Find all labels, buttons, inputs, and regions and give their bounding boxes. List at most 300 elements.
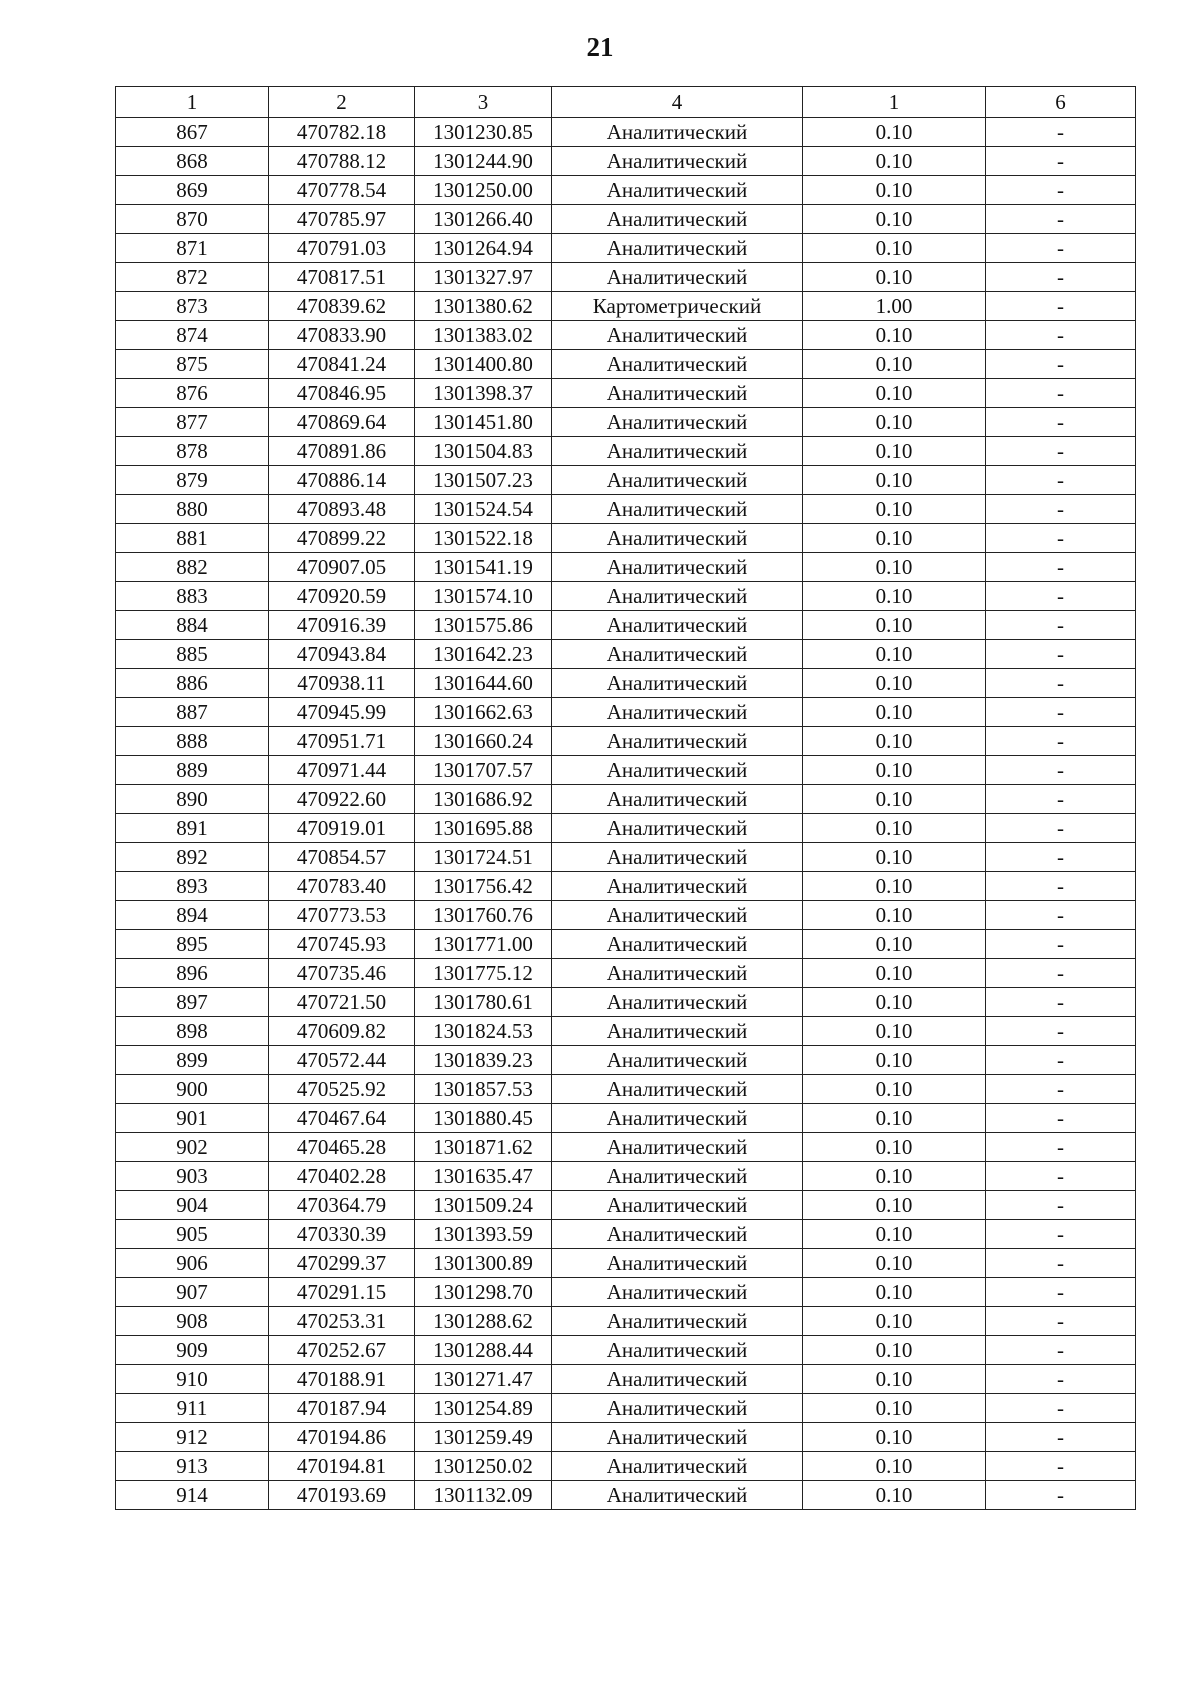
cell-method: Аналитический [552, 727, 803, 756]
cell-y-coordinate: 1301298.70 [415, 1278, 552, 1307]
cell-point-number: 884 [116, 611, 269, 640]
cell-point-number: 901 [116, 1104, 269, 1133]
cell-note: - [986, 495, 1136, 524]
cell-y-coordinate: 1301541.19 [415, 553, 552, 582]
cell-y-coordinate: 1301250.00 [415, 176, 552, 205]
cell-method: Аналитический [552, 843, 803, 872]
table-row [116, 1133, 1136, 1162]
cell-accuracy: 0.10 [803, 1075, 986, 1104]
cell-y-coordinate: 1301393.59 [415, 1220, 552, 1249]
cell-point-number: 871 [116, 234, 269, 263]
table-row [116, 988, 1136, 1017]
cell-point-number: 913 [116, 1452, 269, 1481]
cell-x-coordinate: 470193.69 [269, 1481, 415, 1510]
cell-note: - [986, 292, 1136, 321]
table-row [116, 1104, 1136, 1133]
cell-x-coordinate: 470893.48 [269, 495, 415, 524]
cell-x-coordinate: 470782.18 [269, 118, 415, 147]
cell-accuracy: 0.10 [803, 1336, 986, 1365]
cell-y-coordinate: 1301451.80 [415, 408, 552, 437]
table-row [116, 147, 1136, 176]
cell-accuracy: 0.10 [803, 727, 986, 756]
cell-x-coordinate: 470253.31 [269, 1307, 415, 1336]
cell-accuracy: 0.10 [803, 1249, 986, 1278]
cell-method: Аналитический [552, 1278, 803, 1307]
cell-method: Аналитический [552, 176, 803, 205]
cell-accuracy: 0.10 [803, 1452, 986, 1481]
cell-accuracy: 0.10 [803, 872, 986, 901]
cell-x-coordinate: 470943.84 [269, 640, 415, 669]
cell-note: - [986, 930, 1136, 959]
cell-note: - [986, 176, 1136, 205]
cell-x-coordinate: 470187.94 [269, 1394, 415, 1423]
cell-point-number: 891 [116, 814, 269, 843]
cell-y-coordinate: 1301724.51 [415, 843, 552, 872]
table-row [116, 1191, 1136, 1220]
cell-y-coordinate: 1301507.23 [415, 466, 552, 495]
coordinates-table [115, 86, 1136, 1510]
cell-note: - [986, 698, 1136, 727]
cell-accuracy: 0.10 [803, 1307, 986, 1336]
cell-method: Аналитический [552, 1191, 803, 1220]
cell-accuracy: 0.10 [803, 1162, 986, 1191]
cell-accuracy: 0.10 [803, 350, 986, 379]
cell-note: - [986, 959, 1136, 988]
cell-accuracy: 0.10 [803, 1104, 986, 1133]
cell-point-number: 885 [116, 640, 269, 669]
cell-point-number: 878 [116, 437, 269, 466]
cell-x-coordinate: 470854.57 [269, 843, 415, 872]
table-row [116, 1162, 1136, 1191]
cell-note: - [986, 234, 1136, 263]
cell-accuracy: 0.10 [803, 1394, 986, 1423]
cell-method: Аналитический [552, 698, 803, 727]
cell-x-coordinate: 470194.81 [269, 1452, 415, 1481]
cell-y-coordinate: 1301839.23 [415, 1046, 552, 1075]
cell-accuracy: 0.10 [803, 988, 986, 1017]
cell-point-number: 895 [116, 930, 269, 959]
cell-point-number: 868 [116, 147, 269, 176]
cell-point-number: 887 [116, 698, 269, 727]
cell-x-coordinate: 470791.03 [269, 234, 415, 263]
cell-point-number: 886 [116, 669, 269, 698]
cell-point-number: 873 [116, 292, 269, 321]
cell-point-number: 898 [116, 1017, 269, 1046]
cell-accuracy: 0.10 [803, 843, 986, 872]
cell-point-number: 914 [116, 1481, 269, 1510]
table-row [116, 843, 1136, 872]
cell-x-coordinate: 470745.93 [269, 930, 415, 959]
cell-note: - [986, 872, 1136, 901]
cell-note: - [986, 669, 1136, 698]
cell-accuracy: 0.10 [803, 582, 986, 611]
cell-method: Аналитический [552, 524, 803, 553]
table-row [116, 1336, 1136, 1365]
cell-x-coordinate: 470525.92 [269, 1075, 415, 1104]
cell-y-coordinate: 1301871.62 [415, 1133, 552, 1162]
cell-y-coordinate: 1301383.02 [415, 321, 552, 350]
cell-method: Аналитический [552, 1104, 803, 1133]
table-row [116, 1249, 1136, 1278]
cell-y-coordinate: 1301644.60 [415, 669, 552, 698]
cell-y-coordinate: 1301880.45 [415, 1104, 552, 1133]
header-row [116, 87, 1136, 118]
table-row [116, 785, 1136, 814]
cell-method: Аналитический [552, 495, 803, 524]
cell-accuracy: 1.00 [803, 292, 986, 321]
cell-x-coordinate: 470330.39 [269, 1220, 415, 1249]
cell-accuracy: 0.10 [803, 959, 986, 988]
cell-x-coordinate: 470785.97 [269, 205, 415, 234]
cell-note: - [986, 147, 1136, 176]
cell-x-coordinate: 470938.11 [269, 669, 415, 698]
cell-method: Аналитический [552, 1075, 803, 1104]
cell-x-coordinate: 470817.51 [269, 263, 415, 292]
cell-point-number: 899 [116, 1046, 269, 1075]
cell-note: - [986, 379, 1136, 408]
cell-note: - [986, 1394, 1136, 1423]
cell-y-coordinate: 1301254.89 [415, 1394, 552, 1423]
cell-x-coordinate: 470721.50 [269, 988, 415, 1017]
cell-note: - [986, 814, 1136, 843]
cell-method: Аналитический [552, 1017, 803, 1046]
cell-method: Аналитический [552, 1481, 803, 1510]
column-header-y-coordinate: 3 [415, 87, 552, 118]
cell-note: - [986, 1336, 1136, 1365]
cell-method: Аналитический [552, 321, 803, 350]
cell-method: Аналитический [552, 988, 803, 1017]
cell-note: - [986, 785, 1136, 814]
cell-point-number: 875 [116, 350, 269, 379]
cell-note: - [986, 263, 1136, 292]
cell-accuracy: 0.10 [803, 118, 986, 147]
cell-accuracy: 0.10 [803, 756, 986, 785]
cell-y-coordinate: 1301660.24 [415, 727, 552, 756]
cell-method: Аналитический [552, 872, 803, 901]
cell-y-coordinate: 1301400.80 [415, 350, 552, 379]
cell-accuracy: 0.10 [803, 553, 986, 582]
column-header-accuracy: 1 [803, 87, 986, 118]
table-row [116, 1481, 1136, 1510]
table-row [116, 959, 1136, 988]
cell-accuracy: 0.10 [803, 205, 986, 234]
cell-accuracy: 0.10 [803, 1133, 986, 1162]
cell-x-coordinate: 470907.05 [269, 553, 415, 582]
cell-x-coordinate: 470188.91 [269, 1365, 415, 1394]
cell-point-number: 912 [116, 1423, 269, 1452]
cell-accuracy: 0.10 [803, 379, 986, 408]
cell-method: Аналитический [552, 669, 803, 698]
cell-y-coordinate: 1301642.23 [415, 640, 552, 669]
cell-note: - [986, 1046, 1136, 1075]
cell-y-coordinate: 1301756.42 [415, 872, 552, 901]
cell-accuracy: 0.10 [803, 234, 986, 263]
cell-method: Аналитический [552, 1394, 803, 1423]
column-header-note: 6 [986, 87, 1136, 118]
cell-x-coordinate: 470919.01 [269, 814, 415, 843]
cell-accuracy: 0.10 [803, 1365, 986, 1394]
cell-y-coordinate: 1301635.47 [415, 1162, 552, 1191]
cell-y-coordinate: 1301264.94 [415, 234, 552, 263]
table-row [116, 553, 1136, 582]
cell-point-number: 903 [116, 1162, 269, 1191]
cell-y-coordinate: 1301780.61 [415, 988, 552, 1017]
cell-x-coordinate: 470291.15 [269, 1278, 415, 1307]
cell-method: Аналитический [552, 1133, 803, 1162]
table-row [116, 1017, 1136, 1046]
cell-method: Аналитический [552, 118, 803, 147]
cell-point-number: 910 [116, 1365, 269, 1394]
cell-y-coordinate: 1301707.57 [415, 756, 552, 785]
cell-y-coordinate: 1301824.53 [415, 1017, 552, 1046]
cell-accuracy: 0.10 [803, 1278, 986, 1307]
cell-accuracy: 0.10 [803, 669, 986, 698]
cell-accuracy: 0.10 [803, 437, 986, 466]
cell-note: - [986, 524, 1136, 553]
table-row [116, 669, 1136, 698]
cell-point-number: 905 [116, 1220, 269, 1249]
table-row [116, 379, 1136, 408]
cell-method: Аналитический [552, 263, 803, 292]
cell-point-number: 877 [116, 408, 269, 437]
cell-x-coordinate: 470846.95 [269, 379, 415, 408]
cell-method: Аналитический [552, 1365, 803, 1394]
cell-note: - [986, 901, 1136, 930]
cell-x-coordinate: 470609.82 [269, 1017, 415, 1046]
cell-note: - [986, 1249, 1136, 1278]
table-row [116, 1075, 1136, 1104]
cell-point-number: 872 [116, 263, 269, 292]
cell-note: - [986, 1278, 1136, 1307]
cell-x-coordinate: 470465.28 [269, 1133, 415, 1162]
cell-x-coordinate: 470899.22 [269, 524, 415, 553]
cell-y-coordinate: 1301504.83 [415, 437, 552, 466]
table-row [116, 495, 1136, 524]
table-row [116, 756, 1136, 785]
cell-x-coordinate: 470735.46 [269, 959, 415, 988]
table-row [116, 466, 1136, 495]
cell-point-number: 908 [116, 1307, 269, 1336]
cell-point-number: 900 [116, 1075, 269, 1104]
cell-point-number: 909 [116, 1336, 269, 1365]
cell-x-coordinate: 470891.86 [269, 437, 415, 466]
cell-x-coordinate: 470971.44 [269, 756, 415, 785]
cell-point-number: 874 [116, 321, 269, 350]
cell-y-coordinate: 1301244.90 [415, 147, 552, 176]
cell-point-number: 906 [116, 1249, 269, 1278]
cell-method: Аналитический [552, 756, 803, 785]
cell-point-number: 889 [116, 756, 269, 785]
cell-y-coordinate: 1301775.12 [415, 959, 552, 988]
cell-method: Аналитический [552, 901, 803, 930]
table-row [116, 1220, 1136, 1249]
cell-method: Аналитический [552, 553, 803, 582]
table-row [116, 1046, 1136, 1075]
cell-method: Аналитический [552, 1307, 803, 1336]
cell-point-number: 897 [116, 988, 269, 1017]
cell-point-number: 894 [116, 901, 269, 930]
cell-point-number: 904 [116, 1191, 269, 1220]
cell-x-coordinate: 470886.14 [269, 466, 415, 495]
cell-x-coordinate: 470778.54 [269, 176, 415, 205]
cell-x-coordinate: 470299.37 [269, 1249, 415, 1278]
cell-accuracy: 0.10 [803, 814, 986, 843]
cell-method: Картометрический [552, 292, 803, 321]
cell-note: - [986, 727, 1136, 756]
cell-point-number: 876 [116, 379, 269, 408]
cell-method: Аналитический [552, 1423, 803, 1452]
table-row [116, 582, 1136, 611]
cell-point-number: 881 [116, 524, 269, 553]
cell-point-number: 867 [116, 118, 269, 147]
cell-note: - [986, 1452, 1136, 1481]
cell-y-coordinate: 1301266.40 [415, 205, 552, 234]
cell-accuracy: 0.10 [803, 466, 986, 495]
cell-point-number: 882 [116, 553, 269, 582]
cell-note: - [986, 1220, 1136, 1249]
table-row [116, 350, 1136, 379]
cell-method: Аналитический [552, 234, 803, 263]
cell-point-number: 896 [116, 959, 269, 988]
cell-x-coordinate: 470841.24 [269, 350, 415, 379]
cell-method: Аналитический [552, 785, 803, 814]
cell-point-number: 883 [116, 582, 269, 611]
cell-method: Аналитический [552, 959, 803, 988]
cell-point-number: 911 [116, 1394, 269, 1423]
table-row [116, 176, 1136, 205]
cell-y-coordinate: 1301230.85 [415, 118, 552, 147]
cell-y-coordinate: 1301132.09 [415, 1481, 552, 1510]
cell-note: - [986, 611, 1136, 640]
cell-accuracy: 0.10 [803, 901, 986, 930]
cell-x-coordinate: 470788.12 [269, 147, 415, 176]
cell-x-coordinate: 470467.64 [269, 1104, 415, 1133]
cell-y-coordinate: 1301695.88 [415, 814, 552, 843]
cell-y-coordinate: 1301522.18 [415, 524, 552, 553]
cell-accuracy: 0.10 [803, 176, 986, 205]
cell-y-coordinate: 1301327.97 [415, 263, 552, 292]
cell-accuracy: 0.10 [803, 1191, 986, 1220]
cell-note: - [986, 321, 1136, 350]
table-row [116, 234, 1136, 263]
cell-note: - [986, 988, 1136, 1017]
cell-note: - [986, 1307, 1136, 1336]
table-row [116, 1394, 1136, 1423]
table-header [116, 87, 1136, 118]
cell-note: - [986, 1133, 1136, 1162]
table-row [116, 1365, 1136, 1394]
cell-method: Аналитический [552, 408, 803, 437]
cell-accuracy: 0.10 [803, 1017, 986, 1046]
table-row [116, 698, 1136, 727]
cell-y-coordinate: 1301288.44 [415, 1336, 552, 1365]
table-row [116, 205, 1136, 234]
cell-note: - [986, 756, 1136, 785]
table-row [116, 263, 1136, 292]
cell-method: Аналитический [552, 379, 803, 408]
cell-point-number: 902 [116, 1133, 269, 1162]
cell-note: - [986, 582, 1136, 611]
table-row [116, 1452, 1136, 1481]
cell-note: - [986, 843, 1136, 872]
cell-note: - [986, 408, 1136, 437]
cell-method: Аналитический [552, 205, 803, 234]
cell-method: Аналитический [552, 1046, 803, 1075]
cell-note: - [986, 1162, 1136, 1191]
cell-note: - [986, 466, 1136, 495]
cell-x-coordinate: 470833.90 [269, 321, 415, 350]
cell-point-number: 893 [116, 872, 269, 901]
table-row [116, 640, 1136, 669]
cell-y-coordinate: 1301398.37 [415, 379, 552, 408]
cell-accuracy: 0.10 [803, 495, 986, 524]
cell-point-number: 892 [116, 843, 269, 872]
cell-accuracy: 0.10 [803, 1220, 986, 1249]
cell-point-number: 880 [116, 495, 269, 524]
cell-y-coordinate: 1301662.63 [415, 698, 552, 727]
cell-accuracy: 0.10 [803, 321, 986, 350]
table-body [116, 118, 1136, 1510]
cell-y-coordinate: 1301380.62 [415, 292, 552, 321]
cell-x-coordinate: 470572.44 [269, 1046, 415, 1075]
cell-note: - [986, 437, 1136, 466]
cell-y-coordinate: 1301259.49 [415, 1423, 552, 1452]
cell-note: - [986, 1075, 1136, 1104]
cell-y-coordinate: 1301771.00 [415, 930, 552, 959]
column-header-x-coordinate: 2 [269, 87, 415, 118]
table-row [116, 727, 1136, 756]
cell-y-coordinate: 1301288.62 [415, 1307, 552, 1336]
cell-y-coordinate: 1301509.24 [415, 1191, 552, 1220]
cell-accuracy: 0.10 [803, 263, 986, 292]
cell-x-coordinate: 470922.60 [269, 785, 415, 814]
cell-note: - [986, 1191, 1136, 1220]
cell-note: - [986, 350, 1136, 379]
cell-accuracy: 0.10 [803, 147, 986, 176]
cell-x-coordinate: 470773.53 [269, 901, 415, 930]
table-row [116, 1278, 1136, 1307]
cell-method: Аналитический [552, 147, 803, 176]
cell-note: - [986, 1423, 1136, 1452]
cell-accuracy: 0.10 [803, 611, 986, 640]
table-row [116, 408, 1136, 437]
cell-method: Аналитический [552, 350, 803, 379]
cell-accuracy: 0.10 [803, 930, 986, 959]
cell-point-number: 869 [116, 176, 269, 205]
cell-x-coordinate: 470920.59 [269, 582, 415, 611]
cell-note: - [986, 1481, 1136, 1510]
cell-method: Аналитический [552, 640, 803, 669]
table-row [116, 872, 1136, 901]
cell-note: - [986, 640, 1136, 669]
cell-method: Аналитический [552, 1336, 803, 1365]
column-header-method: 4 [552, 87, 803, 118]
cell-note: - [986, 553, 1136, 582]
cell-point-number: 888 [116, 727, 269, 756]
cell-method: Аналитический [552, 611, 803, 640]
table-row [116, 524, 1136, 553]
cell-note: - [986, 1104, 1136, 1133]
cell-method: Аналитический [552, 582, 803, 611]
cell-y-coordinate: 1301250.02 [415, 1452, 552, 1481]
cell-accuracy: 0.10 [803, 698, 986, 727]
cell-method: Аналитический [552, 437, 803, 466]
cell-method: Аналитический [552, 814, 803, 843]
cell-note: - [986, 205, 1136, 234]
table-row [116, 930, 1136, 959]
table-row [116, 1423, 1136, 1452]
cell-method: Аналитический [552, 1249, 803, 1278]
